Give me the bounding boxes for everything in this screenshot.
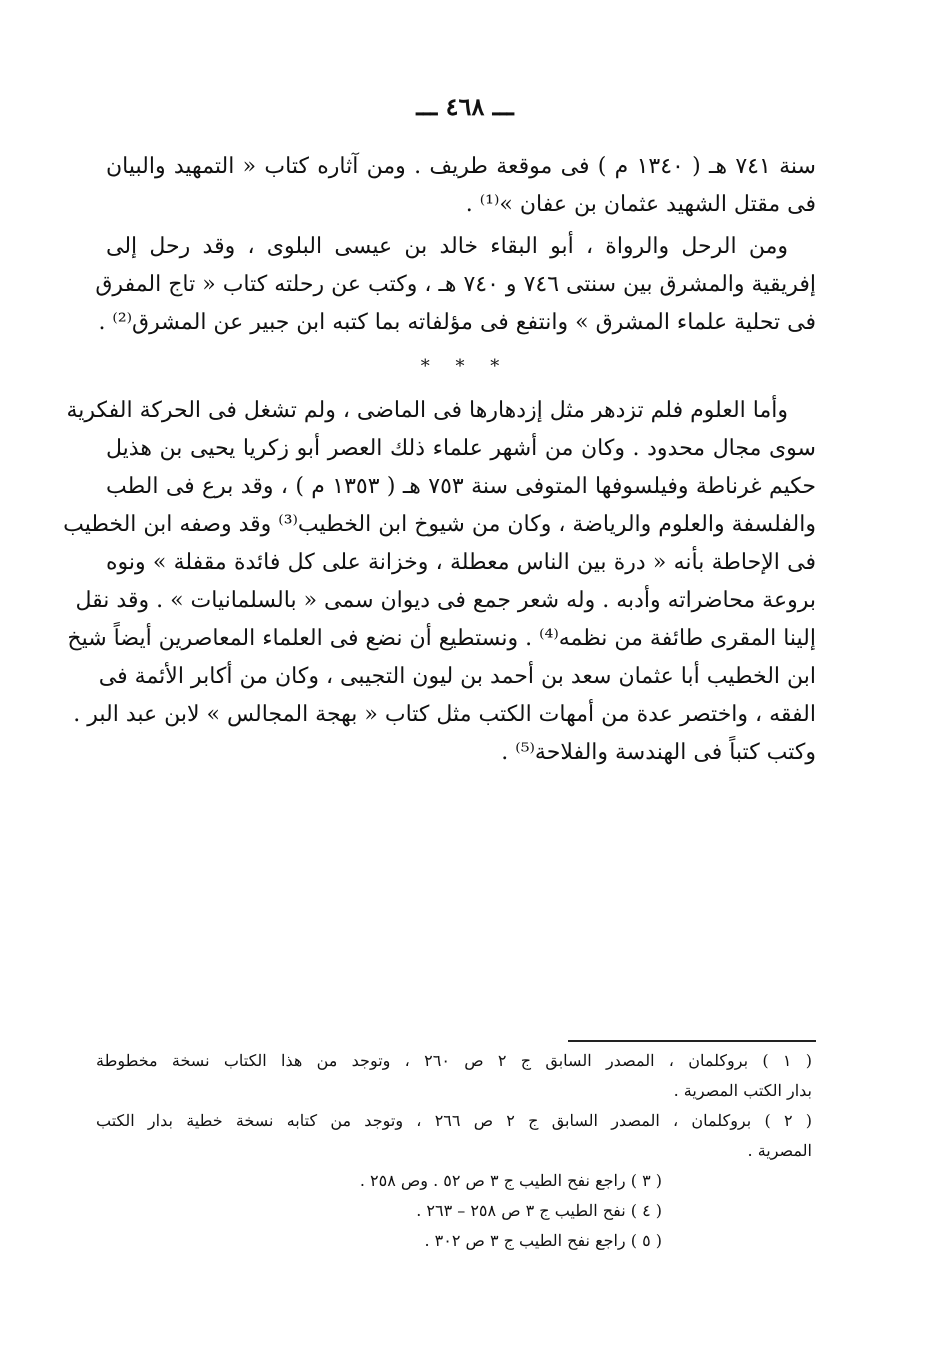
footnote-3 bbox=[96, 1166, 812, 1196]
footnote-line: ( ٤ ) نفح الطيب ج ٣ ص ٢٥٨ – ٢٦٣ . bbox=[416, 1201, 662, 1220]
footnote-line: المصرية . bbox=[747, 1141, 812, 1160]
footnote-line: بدار الكتب المصرية . bbox=[673, 1081, 812, 1100]
footnote-line: ( ٥ ) راجع نفح الطيب ج ٣ ص ٣٠٢ . bbox=[424, 1231, 662, 1250]
footnote-line: ( ٢ ) بروكلمان ، المصدر السابق ج ٢ ص ٢٦٦ ، وتوجد من كتابه نسخة خطية بدار الكتب bbox=[96, 1111, 813, 1130]
text-line: حكيم غرناطة وفيلسوفها المتوفى سنة ٧٥٣ هـ ( ١٣٥٣ م ) ، وقد برع فى الطب bbox=[106, 474, 816, 499]
section-separator: * * * bbox=[420, 356, 510, 377]
text-line: فى مقتل الشهيد عثمان بن عفان »⁽¹⁾ . bbox=[465, 192, 816, 217]
footnote-1 bbox=[96, 1046, 812, 1106]
text-line: فى الإحاطة بأنه « درة بين الناس معطلة ، وخزانة على كل فائدة مقفلة » ونوه bbox=[106, 550, 816, 575]
text-line: إفريقية والمشرق بين سنتى ٧٤٦ و ٧٤٠ هـ ، وكتب عن رحلته كتاب « تاج المفرق bbox=[95, 272, 816, 297]
footnote-2 bbox=[96, 1106, 812, 1166]
footnotes bbox=[96, 1046, 812, 1256]
paragraph-1 bbox=[106, 148, 816, 224]
text-line: سنة ٧٤١ هـ ( ١٣٤٠ م ) فى موقعة طريف . ومن آثاره كتاب « التمهيد والبيان bbox=[106, 154, 816, 179]
paragraph-3 bbox=[63, 392, 816, 772]
paragraph-2 bbox=[95, 228, 816, 342]
footnote-5 bbox=[96, 1226, 812, 1256]
text-line: ابن الخطيب أبا عثمان سعد بن أحمد بن ليون التجيبى ، وكان من أكابر الأئمة فى bbox=[98, 664, 816, 689]
text-line: ومن الرحل والرواة ، أبو البقاء خالد بن عيسى البلوى ، وقد رحل إلى bbox=[106, 234, 788, 259]
footnote-line: ( ١ ) بروكلمان ، المصدر السابق ج ٢ ص ٢٦٠ ، وتوجد من هذا الكتاب نسخة مخطوطة bbox=[96, 1051, 813, 1070]
text-line: بروعة محاضراته وأدبه . وله شعر جمع فى ديوان سمى « بالسلمانيات » . وقد نقل bbox=[75, 588, 816, 613]
page-number: ـــ ٤٦٨ ـــ bbox=[416, 92, 514, 121]
text-line: وكتب كتباً فى الهندسة والفلاحة⁽⁵⁾ . bbox=[501, 740, 816, 765]
footnote-line: ( ٣ ) راجع نفح الطيب ج ٣ ص ٥٢ . وص ٢٥٨ . bbox=[359, 1171, 662, 1190]
text-line: فى تحلية علماء المشرق » وانتفع فى مؤلفاته بما كتبه ابن جبير عن المشرق⁽²⁾ . bbox=[98, 310, 816, 335]
footnote-rule bbox=[568, 1040, 816, 1042]
footnote-4 bbox=[96, 1196, 812, 1226]
text-line: وأما العلوم فلم تزدهر مثل إزدهارها فى الماضى ، ولم تشغل فى الحركة الفكرية bbox=[66, 398, 788, 423]
text-line: والفلسفة والعلوم والرياضة ، وكان من شيوخ ابن الخطيب⁽³⁾ وقد وصفه ابن الخطيب bbox=[63, 512, 816, 537]
text-line: الفقه ، واختصر عدة من أمهات الكتب مثل كتاب « بهجة المجالس » لابن عبد البر . bbox=[73, 702, 816, 727]
text-line: سوى مجال محدود . وكان من أشهر علماء ذلك العصر أبو زكريا يحيى بن هذيل bbox=[106, 436, 816, 461]
text-line: إلينا المقرى طائفة من نظمه⁽⁴⁾ . ونستطيع أن نضع فى العلماء المعاصرين أيضاً شيخ bbox=[67, 626, 816, 651]
